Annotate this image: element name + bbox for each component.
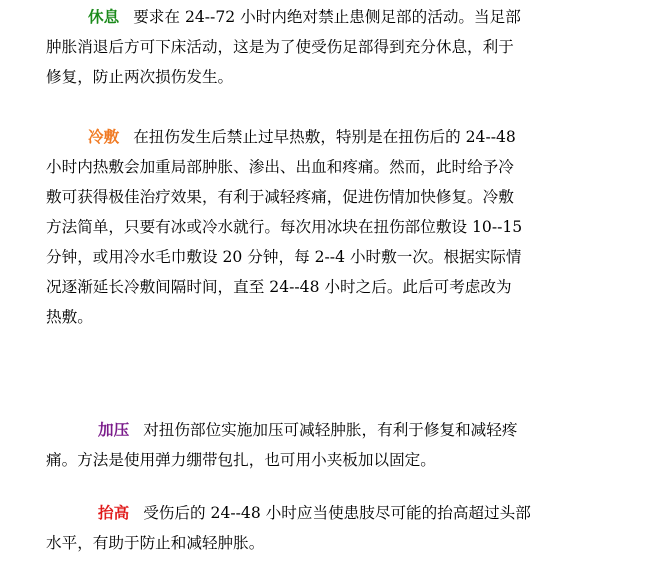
section-compression <box>46 415 517 475</box>
section-rest <box>46 2 521 92</box>
section-compression-line-1 <box>46 415 517 445</box>
section-elevation <box>46 498 531 558</box>
text-line: 修复，防止两次损伤发生。 <box>46 68 234 86</box>
text-line: 要求在 24--72 小时内绝对禁止患侧足部的活动。当足部 <box>133 8 521 26</box>
text-line: 在扭伤发生后禁止过早热敷，特别是在扭伤后的 24--48 <box>133 128 516 146</box>
text-line: 对扭伤部位实施加压可减轻肿胀，有利于修复和减轻疼 <box>143 421 518 439</box>
section-elevation-line-1 <box>46 498 531 528</box>
text-line: 热敷。 <box>46 308 93 326</box>
heading-cold-compress: 冷敷 <box>88 127 120 146</box>
text-line: 方法简单，只要有冰或冷水就行。每次用冰块在扭伤部位敷设 10--15 <box>46 218 523 236</box>
heading-rest: 休息 <box>88 7 120 26</box>
text-line: 受伤后的 24--48 小时应当使患肢尽可能的抬高超过头部 <box>143 504 531 522</box>
text-line: 分钟，或用冷水毛巾敷设 20 分钟，每 2--4 小时敷一次。根据实际情 <box>46 248 522 266</box>
heading-elevation: 抬高 <box>98 503 130 522</box>
section-rest-line-1 <box>46 2 521 32</box>
heading-compression: 加压 <box>98 420 130 439</box>
text-line: 痛。方法是使用弹力绷带包扎，也可用小夹板加以固定。 <box>46 451 436 469</box>
section-cold-line-1 <box>46 122 522 152</box>
text-line: 水平，有助于防止和减轻肿胀。 <box>46 534 265 552</box>
text-line: 敷可获得极佳治疗效果，有利于减轻疼痛，促进伤情加快修复。冷敷 <box>46 188 514 206</box>
section-cold-compress <box>46 122 522 332</box>
text-line: 肿胀消退后方可下床活动，这是为了使受伤足部得到充分休息，利于 <box>46 38 514 56</box>
text-line: 小时内热敷会加重局部肿胀、渗出、出血和疼痛。然而，此时给予冷 <box>46 158 514 176</box>
text-line: 况逐渐延长冷敷间隔时间，直至 24--48 小时之后。此后可考虑改为 <box>46 278 512 296</box>
